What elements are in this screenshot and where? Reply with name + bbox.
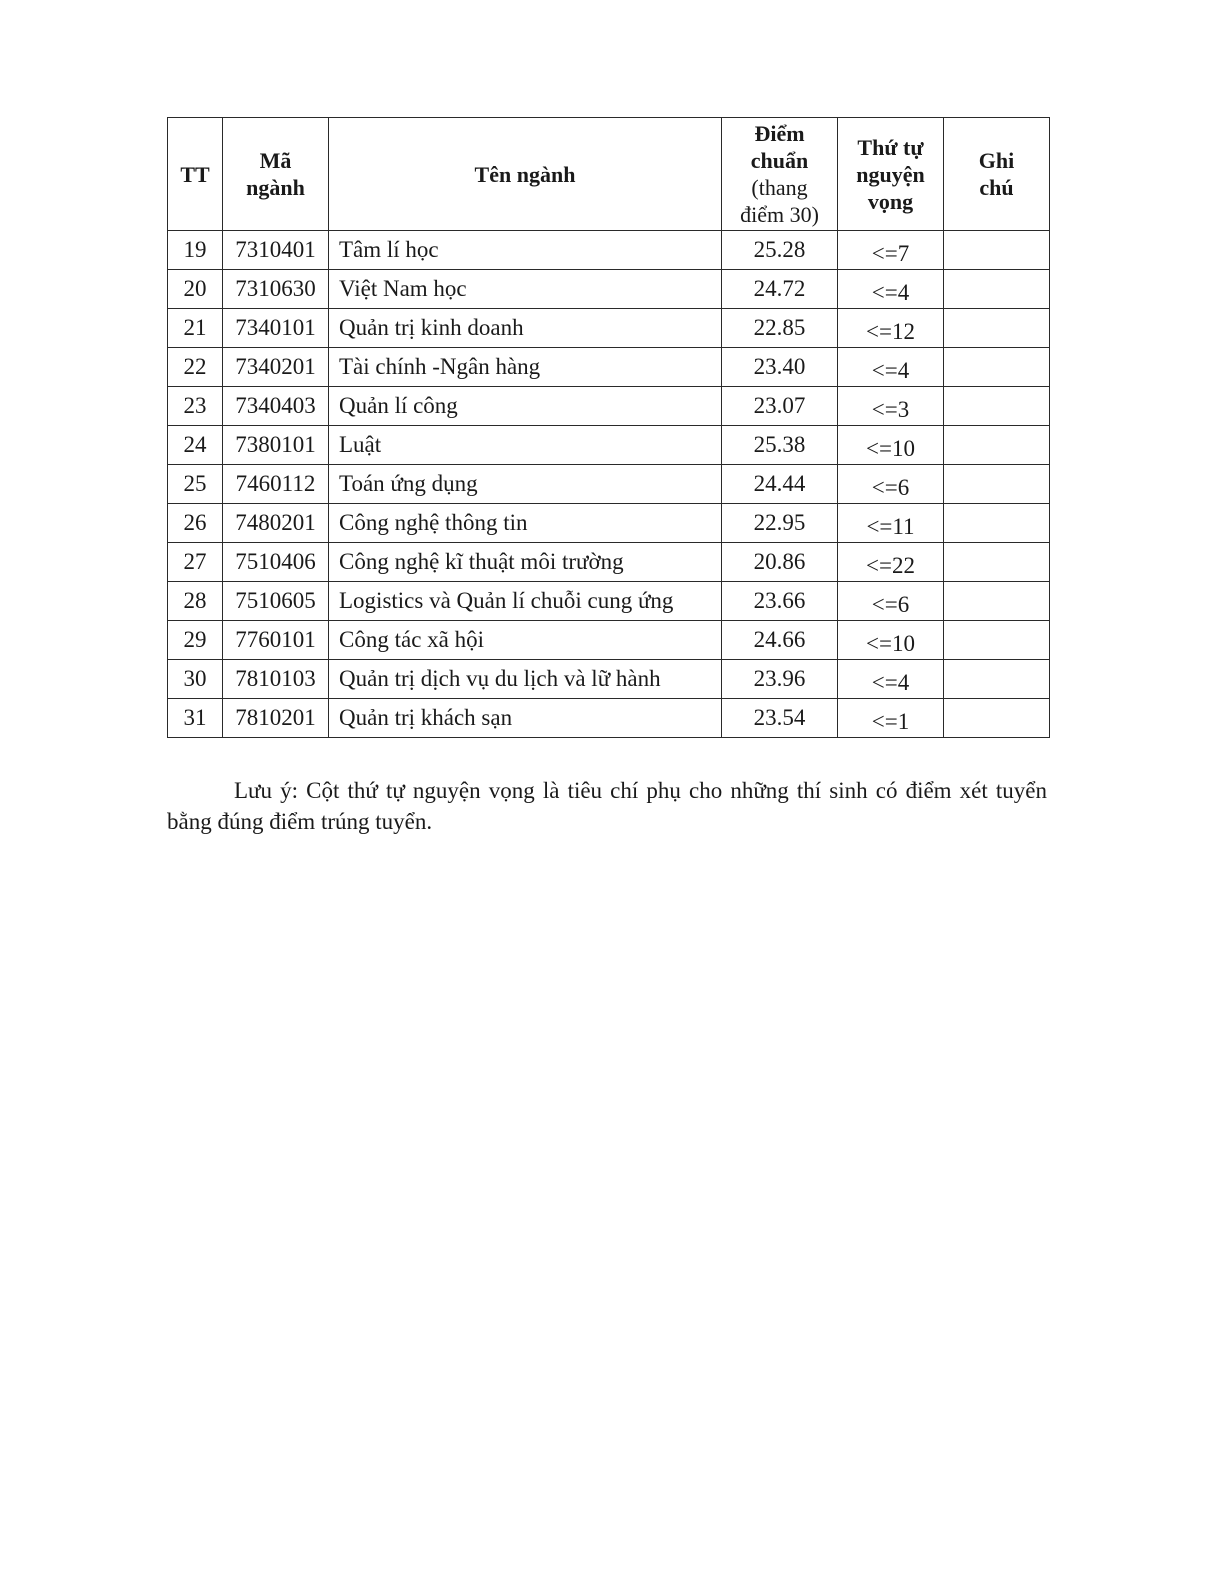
cell-cutoff-score-text: 20.86 — [753, 549, 806, 574]
cell-major-name-text: Quản trị kinh doanh — [339, 315, 524, 340]
cell-major-code-text: 7510406 — [235, 549, 316, 574]
cell-priority-order-text: <=11 — [866, 514, 915, 539]
footnote-text: Lưu ý: Cột thứ tự nguyện vọng là tiêu chí phụ cho những thí sinh có điểm xét tuyển bằng đúng điểm trúng tuyển. — [167, 778, 1047, 834]
cell-major-code — [223, 543, 329, 582]
cell-priority-order — [838, 348, 944, 387]
cell-tt — [168, 309, 223, 348]
cell-tt-text: 19 — [183, 237, 207, 262]
cell-major-code — [223, 231, 329, 270]
cell-major-name-text: Công tác xã hội — [339, 627, 484, 652]
cell-cutoff-score — [722, 348, 838, 387]
table-row — [168, 699, 1050, 738]
cell-cutoff-score — [722, 543, 838, 582]
cell-priority-order-text: <=7 — [871, 241, 910, 266]
cell-priority-order-text: <=10 — [866, 631, 915, 656]
cell-cutoff-score-text: 23.07 — [753, 393, 806, 418]
cell-cutoff-score — [722, 387, 838, 426]
cell-major-code — [223, 387, 329, 426]
cell-priority-order-text: <=4 — [871, 358, 910, 383]
cell-major-name — [329, 387, 722, 426]
cell-tt — [168, 582, 223, 621]
cell-note — [944, 387, 1050, 426]
cell-major-code-text: 7810201 — [235, 705, 316, 730]
table-row — [168, 543, 1050, 582]
cell-major-code-text: 7380101 — [235, 432, 316, 457]
cell-cutoff-score-text: 23.96 — [753, 666, 806, 691]
table-row — [168, 309, 1050, 348]
cell-cutoff-score-text: 25.38 — [753, 432, 806, 457]
cell-major-name — [329, 543, 722, 582]
header-major-name: Tên ngành — [329, 118, 722, 231]
cell-note — [944, 582, 1050, 621]
cell-major-code — [223, 504, 329, 543]
cell-tt-text: 22 — [183, 354, 207, 379]
cell-tt — [168, 465, 223, 504]
cell-note — [944, 270, 1050, 309]
table-row — [168, 270, 1050, 309]
table-row — [168, 348, 1050, 387]
cell-major-code-text: 7460112 — [235, 471, 316, 496]
cell-tt-text: 20 — [183, 276, 207, 301]
header-tt: TT — [168, 118, 223, 231]
cell-major-code-text: 7810103 — [235, 666, 316, 691]
cell-cutoff-score — [722, 270, 838, 309]
cell-note — [944, 231, 1050, 270]
cell-cutoff-score — [722, 660, 838, 699]
cell-priority-order — [838, 387, 944, 426]
cell-major-name-text: Quản trị khách sạn — [339, 705, 513, 730]
cell-tt — [168, 387, 223, 426]
cell-cutoff-score — [722, 699, 838, 738]
cell-cutoff-score-text: 23.66 — [753, 588, 806, 613]
cell-note — [944, 543, 1050, 582]
cell-tt-text: 25 — [183, 471, 207, 496]
cell-major-name-text: Toán ứng dụng — [339, 471, 478, 496]
cell-priority-order — [838, 582, 944, 621]
cell-cutoff-score-text: 24.44 — [753, 471, 806, 496]
cell-tt-text: 28 — [183, 588, 207, 613]
cell-major-name-text: Tài chính -Ngân hàng — [339, 354, 541, 379]
cell-major-name-text: Quản lí công — [339, 393, 458, 418]
cell-major-name-text: Tâm lí học — [339, 237, 439, 262]
table-row — [168, 504, 1050, 543]
cell-tt — [168, 426, 223, 465]
table-row — [168, 426, 1050, 465]
header-major-code: Mã ngành — [223, 118, 329, 231]
cell-tt-text: 23 — [183, 393, 207, 418]
cell-major-name-text: Việt Nam học — [339, 276, 467, 301]
cell-major-name — [329, 660, 722, 699]
cell-tt — [168, 660, 223, 699]
cell-priority-order — [838, 270, 944, 309]
cell-major-name — [329, 348, 722, 387]
cell-cutoff-score-text: 23.54 — [753, 705, 806, 730]
cell-cutoff-score — [722, 231, 838, 270]
cell-tt-text: 29 — [183, 627, 207, 652]
cell-cutoff-score-text: 25.28 — [753, 237, 806, 262]
cell-priority-order-text: <=6 — [871, 592, 910, 617]
cell-major-code — [223, 270, 329, 309]
cell-priority-order-text: <=22 — [866, 553, 915, 578]
cell-priority-order — [838, 426, 944, 465]
cell-priority-order-text: <=3 — [871, 397, 910, 422]
cell-major-name-text: Luật — [339, 432, 382, 457]
cell-major-name — [329, 309, 722, 348]
cell-major-code — [223, 660, 329, 699]
table-row — [168, 660, 1050, 699]
cell-priority-order — [838, 699, 944, 738]
cell-priority-order-text: <=6 — [871, 475, 910, 500]
cell-tt-text: 24 — [183, 432, 207, 457]
cell-note — [944, 504, 1050, 543]
table-body — [168, 231, 1050, 738]
table-row — [168, 465, 1050, 504]
cell-major-code-text: 7480201 — [235, 510, 316, 535]
cell-major-code — [223, 621, 329, 660]
cell-cutoff-score-text: 24.72 — [753, 276, 806, 301]
cell-priority-order — [838, 543, 944, 582]
cell-major-code — [223, 582, 329, 621]
cell-tt-text: 21 — [183, 315, 207, 340]
cell-major-name — [329, 426, 722, 465]
cell-tt — [168, 231, 223, 270]
cell-major-code — [223, 426, 329, 465]
cell-priority-order — [838, 660, 944, 699]
cell-priority-order-text: <=10 — [866, 436, 915, 461]
cell-major-code — [223, 309, 329, 348]
cell-tt — [168, 504, 223, 543]
cell-cutoff-score-text: 22.85 — [753, 315, 806, 340]
cell-note — [944, 309, 1050, 348]
cell-priority-order-text: <=1 — [871, 709, 910, 734]
cell-priority-order — [838, 621, 944, 660]
cell-cutoff-score — [722, 582, 838, 621]
cell-note — [944, 426, 1050, 465]
cell-note — [944, 699, 1050, 738]
cell-major-name — [329, 699, 722, 738]
cell-major-code-text: 7760101 — [235, 627, 316, 652]
admission-scores-table — [167, 117, 1050, 738]
cell-major-code-text: 7310630 — [235, 276, 316, 301]
cell-cutoff-score — [722, 426, 838, 465]
cell-tt — [168, 270, 223, 309]
cell-tt-text: 27 — [183, 549, 207, 574]
cell-cutoff-score — [722, 465, 838, 504]
cell-priority-order-text: <=4 — [871, 670, 910, 695]
cell-tt-text: 30 — [183, 666, 207, 691]
cell-priority-order — [838, 465, 944, 504]
cell-tt — [168, 543, 223, 582]
cell-major-code-text: 7510605 — [235, 588, 316, 613]
cell-major-code-text: 7340101 — [235, 315, 316, 340]
cell-note — [944, 660, 1050, 699]
cell-major-name — [329, 621, 722, 660]
cell-cutoff-score — [722, 504, 838, 543]
header-priority-order: Thứ tự nguyện vọng — [838, 118, 944, 231]
cell-note — [944, 621, 1050, 660]
header-cutoff-score: Điểm chuẩn (thang điểm 30) — [722, 118, 838, 231]
cell-major-name-text: Công nghệ thông tin — [339, 510, 528, 535]
table-row — [168, 387, 1050, 426]
cell-major-name — [329, 465, 722, 504]
cell-cutoff-score — [722, 621, 838, 660]
cell-cutoff-score — [722, 309, 838, 348]
cell-cutoff-score-text: 22.95 — [753, 510, 806, 535]
cell-major-code — [223, 699, 329, 738]
cell-major-name-text: Công nghệ kĩ thuật môi trường — [339, 549, 624, 574]
cell-major-name — [329, 270, 722, 309]
table-row — [168, 621, 1050, 660]
cell-tt — [168, 699, 223, 738]
cell-major-code-text: 7340201 — [235, 354, 316, 379]
cell-priority-order-text: <=4 — [871, 280, 910, 305]
table-row — [168, 231, 1050, 270]
cell-major-name — [329, 504, 722, 543]
cell-major-name-text: Quản trị dịch vụ du lịch và lữ hành — [339, 666, 661, 691]
cell-major-name — [329, 582, 722, 621]
header-note: Ghi chú — [944, 118, 1050, 231]
cell-priority-order-text: <=12 — [866, 319, 915, 344]
cell-cutoff-score-text: 23.40 — [753, 354, 806, 379]
cell-tt-text: 26 — [183, 510, 207, 535]
cell-priority-order — [838, 231, 944, 270]
footnote — [167, 775, 1047, 837]
cell-major-code — [223, 465, 329, 504]
table-header-row — [168, 118, 1050, 231]
cell-priority-order — [838, 309, 944, 348]
cell-priority-order — [838, 504, 944, 543]
cell-major-name-text: Logistics và Quản lí chuỗi cung ứng — [339, 588, 674, 613]
cell-major-code-text: 7340403 — [235, 393, 316, 418]
cell-major-code — [223, 348, 329, 387]
cell-note — [944, 465, 1050, 504]
table-row — [168, 582, 1050, 621]
cell-major-code-text: 7310401 — [235, 237, 316, 262]
cell-note — [944, 348, 1050, 387]
cell-tt — [168, 621, 223, 660]
cell-cutoff-score-text: 24.66 — [753, 627, 806, 652]
cell-tt-text: 31 — [183, 705, 207, 730]
cell-tt — [168, 348, 223, 387]
cell-major-name — [329, 231, 722, 270]
